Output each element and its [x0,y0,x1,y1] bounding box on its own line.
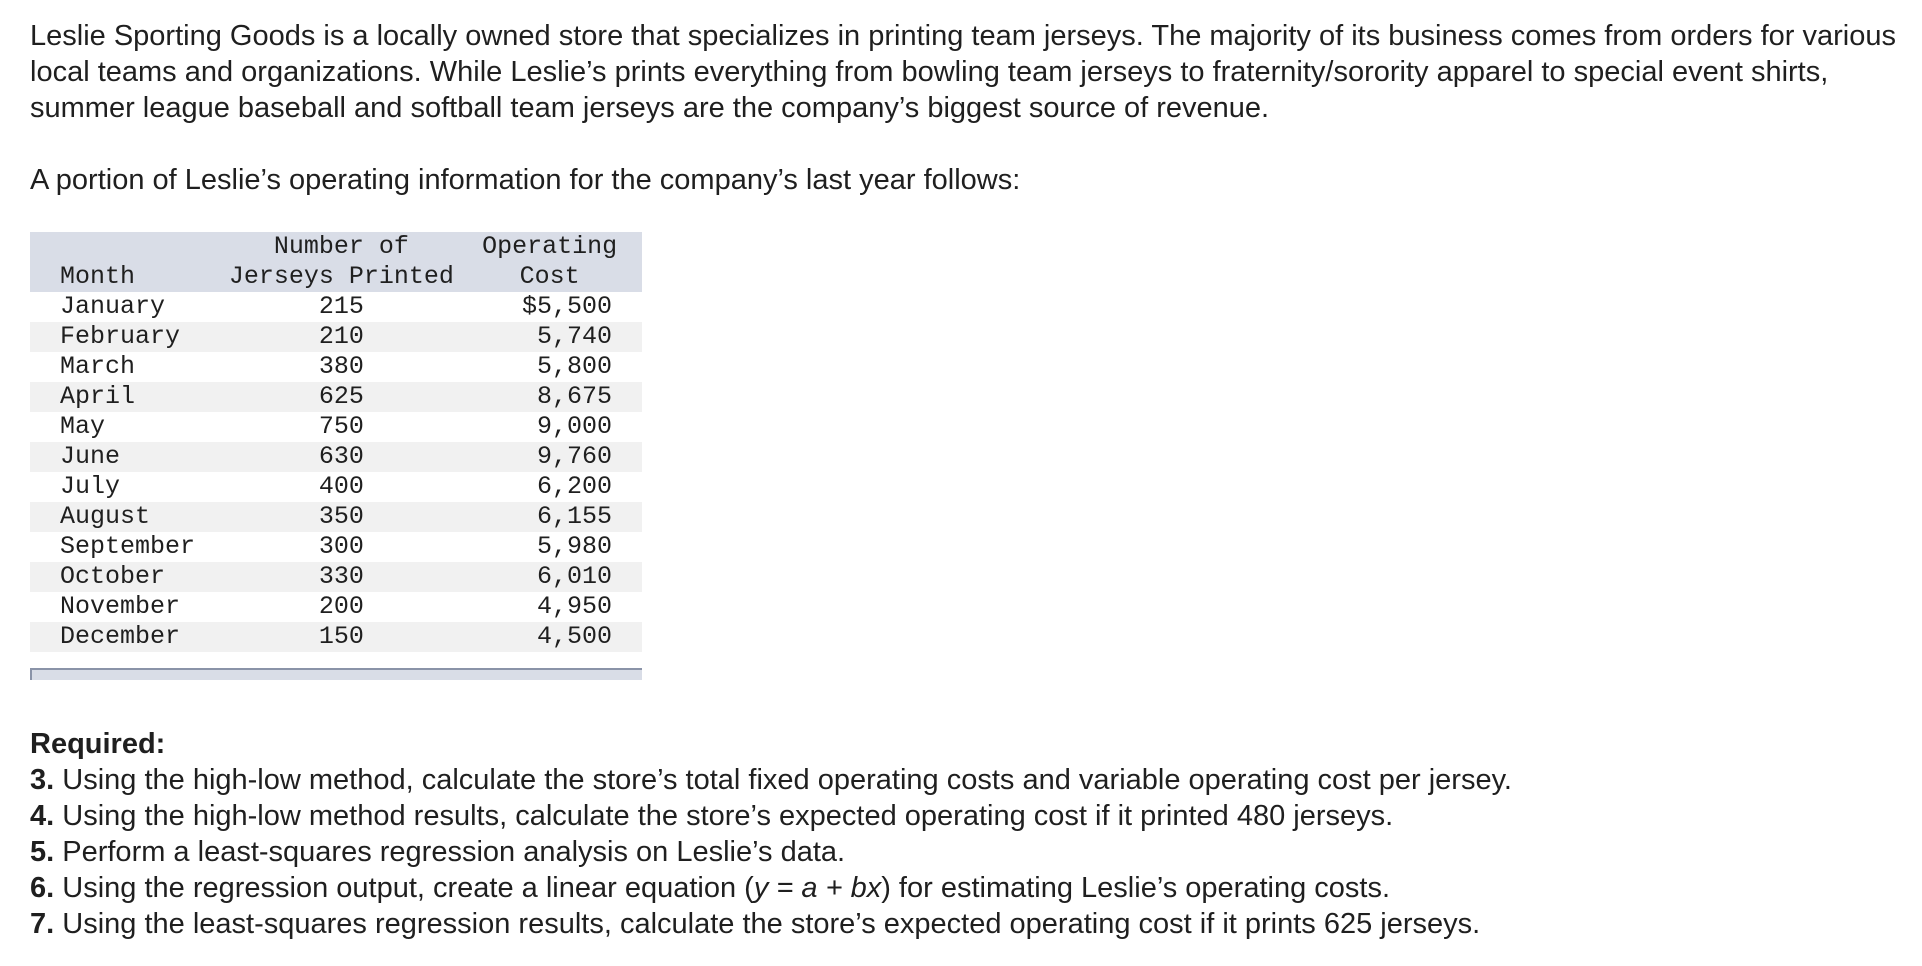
header-jerseys-line1: Number of [273,232,409,261]
cell-jerseys: 350 [318,502,364,531]
cell-month: March [60,352,136,381]
cell-cost: 9,760 [536,442,612,471]
operating-data-table [30,232,642,652]
required-item-number: 3. [30,764,55,796]
lead-paragraph: A portion of Leslie’s operating information for the company’s last year follows: [30,164,1021,196]
required-heading: Required: [30,728,166,760]
table-row [30,472,642,502]
cell-cost: 6,155 [536,502,612,531]
required-item-text: Using the high-low method results, calculate the store’s expected operating cost if it printed 480 jerseys. [62,800,1394,832]
cell-month: December [60,622,181,651]
cell-jerseys: 150 [318,622,364,651]
required-item-text: Perform a least-squares regression analysis on Leslie’s data. [62,836,846,868]
linear-equation-formula: y = a + bx [753,872,882,904]
header-operating-cost [457,232,642,292]
table-row [30,292,642,322]
cell-jerseys: 300 [318,532,364,561]
required-item-4 [30,798,1910,834]
required-item-text: Using the least-squares regression results, calculate the store’s expected operating cost if it prints 625 jerseys. [62,908,1481,940]
required-item-5 [30,834,1910,870]
cell-jerseys: 400 [318,472,364,501]
cell-cost: $5,500 [521,292,612,321]
table-row [30,382,642,412]
cell-month: May [60,412,106,441]
table-bottom-bar [30,668,642,680]
required-item-3 [30,762,1910,798]
table-row [30,592,642,622]
operating-data-table-container [30,232,642,680]
cell-cost: 8,675 [536,382,612,411]
cell-cost: 4,500 [536,622,612,651]
required-item-text-before: Using the regression output, create a linear equation ( [62,872,754,904]
cell-jerseys: 330 [318,562,364,591]
cell-month: July [60,472,121,501]
cell-cost: 5,740 [536,322,612,351]
table-header-row [30,232,642,292]
table-row [30,352,642,382]
cell-jerseys: 210 [318,322,364,351]
table-body [30,292,642,652]
required-section [30,726,1910,942]
table-row [30,412,642,442]
header-jerseys-line2: Jerseys Printed [228,262,454,291]
table-row [30,622,642,652]
table-header [30,232,642,292]
intro-paragraph: Leslie Sporting Goods is a locally owned store that specializes in printing team jerseys. The majority of its business comes from orders for various local teams and organizations. While Leslie’s prints everything from bowling team jerseys to fraternity/sorority apparel to special event shirts, summer league baseball and softball team jerseys are the company’s biggest source of revenue. [30,20,1896,124]
required-item-6 [30,870,1910,906]
required-item-number: 4. [30,800,55,832]
cell-cost: 6,010 [536,562,612,591]
table-row [30,442,642,472]
cell-jerseys: 380 [318,352,364,381]
required-item-number: 7. [30,908,55,940]
cell-month: August [60,502,151,531]
cell-month: October [60,562,166,591]
cell-cost: 6,200 [536,472,612,501]
cell-jerseys: 630 [318,442,364,471]
document-page [30,18,1910,942]
cell-month: January [60,292,166,321]
table-row [30,322,642,352]
table-row [30,562,642,592]
cell-cost: 4,950 [536,592,612,621]
header-cost-line2: Cost [519,262,580,291]
required-item-text: Using the high-low method, calculate the store’s total fixed operating costs and variable operating cost per jersey. [62,764,1512,796]
cell-month: September [60,532,196,561]
header-cost-line1: Operating [482,232,618,261]
required-item-number: 6. [30,872,55,904]
cell-month: April [60,382,136,411]
cell-cost: 9,000 [536,412,612,441]
table-row [30,502,642,532]
cell-cost: 5,800 [536,352,612,381]
cell-jerseys: 215 [318,292,364,321]
cell-cost: 5,980 [536,532,612,561]
table-row [30,532,642,562]
header-jerseys-printed [226,232,458,292]
cell-month: June [60,442,121,471]
cell-month: February [60,322,181,351]
required-item-number: 5. [30,836,55,868]
cell-jerseys: 625 [318,382,364,411]
header-month: Month [60,262,136,291]
cell-jerseys: 200 [318,592,364,621]
required-item-7 [30,906,1910,942]
required-item-text-after: ) for estimating Leslie’s operating costs. [881,872,1391,904]
cell-month: November [60,592,181,621]
cell-jerseys: 750 [318,412,364,441]
